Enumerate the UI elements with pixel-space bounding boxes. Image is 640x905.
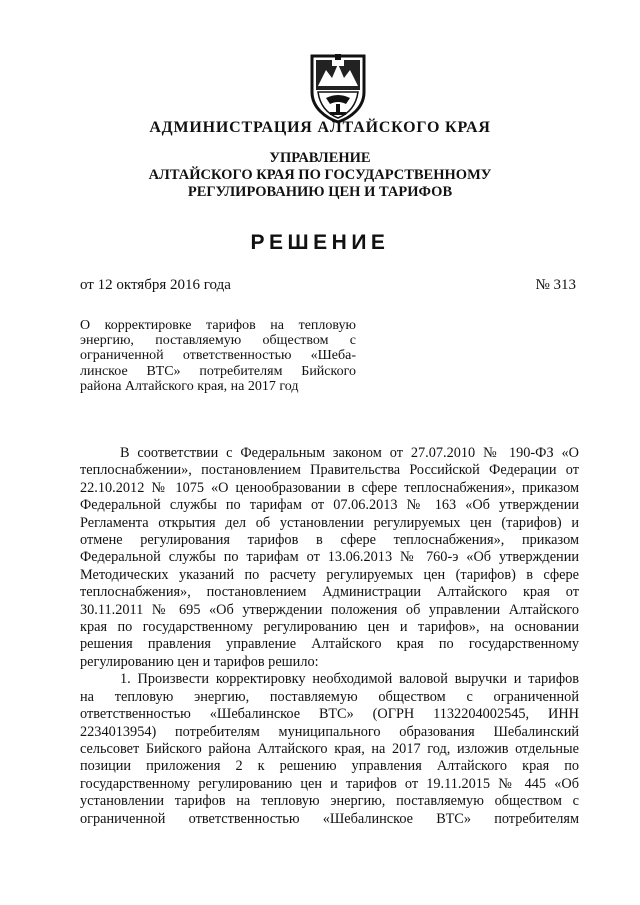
body-line: на тепловую энергию, поставляемую обществом с ограниченной: [80, 688, 579, 705]
body-line: теплоснабжении», постановлением Правительства Российской Федерации от: [80, 462, 579, 479]
department-line: РЕГУЛИРОВАНИЮ ЦЕН И ТАРИФОВ: [187, 184, 453, 200]
body-line: позиции приложения 2 к решению управления Алтайского края по: [80, 758, 579, 775]
body-line: 1. Произвести корректировку необходимой валовой выручки и тарифов: [120, 671, 579, 688]
body-line: Регламента открытия дел об установлении регулируемых цен (тарифов) и: [80, 514, 579, 531]
body-line: государственному регулированию цен и тарифов от 19.11.2015 № 445 «Об: [80, 775, 579, 792]
document-subject: [80, 318, 356, 394]
subject-line: О корректировке тарифов на тепловую: [80, 318, 356, 333]
body-line: решения правления управление Алтайского края по государственному: [80, 636, 579, 653]
body-line: Федеральной службы по тарифам от 07.06.2013 № 163 «Об утверждении: [80, 497, 579, 514]
department-line: АЛТАЙСКОГО КРАЯ ПО ГОСУДАРСТВЕННОМУ: [148, 167, 492, 183]
document-date: от 12 октября 2016 года: [80, 277, 231, 293]
body-line: 2234013954) потребителям муниципального образования Шебалинский: [80, 723, 579, 740]
document-number: № 313: [535, 277, 576, 293]
document-type-title: РЕШЕНИЕ: [250, 231, 390, 254]
body-line: регулированию цен и тарифов решило:: [80, 653, 319, 670]
body-line: отмене регулирования тарифов в сфере теплоснабжения», приказом: [80, 532, 579, 549]
body-line: ограниченной ответственностью «Шебалинское ВТС» потребителям: [80, 810, 579, 827]
organization-name: АДМИНИСТРАЦИЯ АЛТАЙСКОГО КРАЯ: [149, 119, 491, 136]
body-line: Методических указаний по расчету регулируемых цен (тарифов) в сфере: [80, 566, 579, 583]
subject-line: линское ВТС» потребителям Бийского: [80, 363, 356, 379]
body-line: В соответствии с Федеральным законом от 27.07.2010 № 190-ФЗ «О: [120, 445, 579, 461]
department-name: [0, 150, 640, 201]
body-line: сельсовет Бийского района Алтайского края, на 2017 год, изложив отдельные: [80, 740, 579, 757]
document-body: [80, 445, 579, 828]
body-line: установлении тарифов на тепловую энергию, поставляемую обществом с: [80, 793, 579, 810]
body-line: 30.11.2011 № 695 «Об утверждении положения об управлении Алтайского: [80, 601, 579, 618]
body-line: 22.10.2012 № 1075 «О ценообразовании в сфере теплоснабжения», приказом: [80, 479, 579, 496]
body-line: ответственностью «Шебалинское ВТС» (ОГРН 1132204002545, ИНН: [80, 706, 579, 723]
body-line: Федеральной службы по тарифам от 13.06.2013 № 760-э «Об утверждении: [80, 549, 579, 566]
subject-line: энергию, поставляемую обществом с: [80, 333, 356, 349]
subject-line: района Алтайского края, на 2017 год: [80, 378, 299, 394]
subject-line: ограниченной ответственностью «Шеба-: [80, 348, 356, 364]
department-line: УПРАВЛЕНИЕ: [269, 150, 371, 166]
coat-of-arms-icon: [306, 52, 370, 124]
body-line: края по государственному регулированию цен и тарифов», на основании: [80, 619, 579, 636]
body-line: теплоснабжения», постановлением Администрации Алтайского края от: [80, 584, 579, 601]
